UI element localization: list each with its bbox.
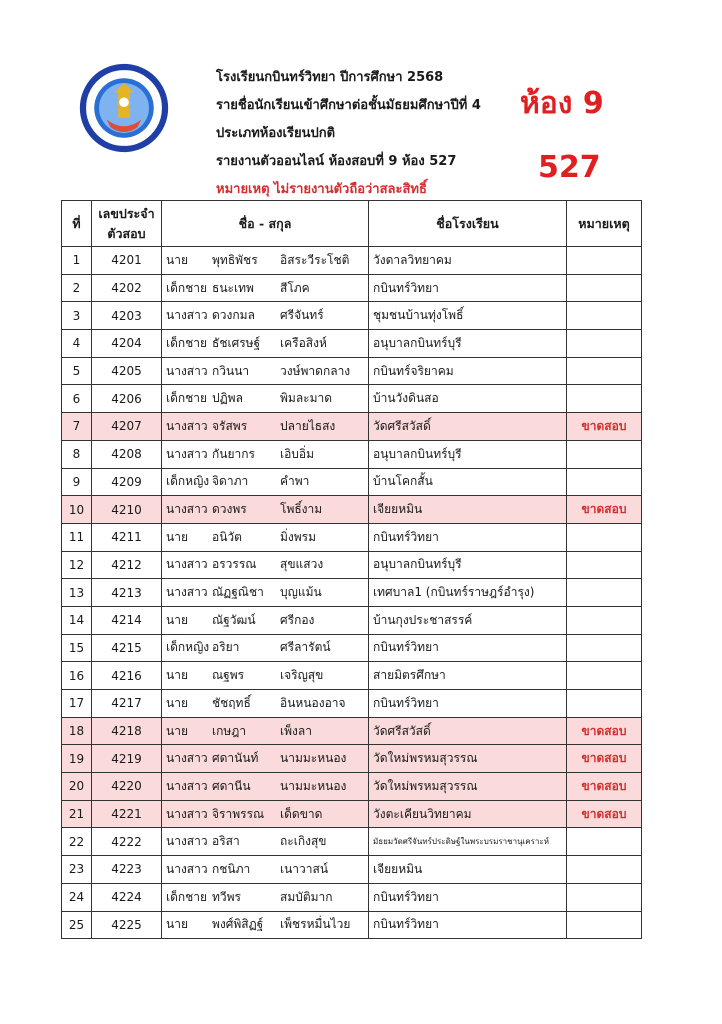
row-name [162, 828, 369, 856]
table-row [62, 302, 642, 330]
row-title: นาย [166, 668, 188, 683]
row-exam-id: 4225 [92, 911, 162, 939]
table-row [62, 523, 642, 551]
row-school: กบินทร์วิทยา [369, 274, 567, 302]
school-logo [76, 60, 172, 156]
table-row [62, 662, 642, 690]
row-exam-id: 4219 [92, 745, 162, 773]
row-no: 3 [62, 302, 92, 330]
row-no: 12 [62, 551, 92, 579]
row-name [162, 773, 369, 801]
row-last-name: บุญแม้น [280, 585, 322, 600]
row-remark: ขาดสอบ [567, 773, 642, 801]
row-no: 24 [62, 883, 92, 911]
row-remark [567, 579, 642, 607]
row-school: อนุบาลกบินทร์บุรี [369, 330, 567, 358]
table-row [62, 357, 642, 385]
row-exam-id: 4207 [92, 413, 162, 441]
row-exam-id: 4202 [92, 274, 162, 302]
row-no: 8 [62, 440, 92, 468]
row-last-name: ศรีจันทร์ [280, 308, 324, 323]
row-remark [567, 247, 642, 275]
row-school: วังตะเคียนวิทยาคม [369, 800, 567, 828]
row-name [162, 634, 369, 662]
table-row [62, 717, 642, 745]
row-first-name: กันยากร [212, 446, 255, 461]
row-first-name: พงศ์พิสิฏฐ์ [212, 917, 264, 932]
row-title: เด็กหญิง [166, 640, 210, 655]
row-exam-id: 4223 [92, 856, 162, 884]
table-row [62, 828, 642, 856]
row-no: 21 [62, 800, 92, 828]
row-exam-id: 4201 [92, 247, 162, 275]
row-title: นางสาว [166, 585, 208, 600]
row-last-name: ศรีกอง [280, 612, 315, 627]
row-school: กบินทร์วิทยา [369, 634, 567, 662]
row-last-name: สุขแสวง [280, 557, 324, 572]
row-last-name: ปลายไธสง [280, 418, 336, 433]
row-name [162, 690, 369, 718]
row-no: 16 [62, 662, 92, 690]
row-name [162, 717, 369, 745]
row-school: เจียยหมิน [369, 496, 567, 524]
row-exam-id: 4204 [92, 330, 162, 358]
table-row [62, 690, 642, 718]
row-remark [567, 274, 642, 302]
row-title: เด็กชาย [166, 391, 208, 406]
row-remark [567, 385, 642, 413]
row-exam-id: 4211 [92, 523, 162, 551]
row-no: 18 [62, 717, 92, 745]
row-first-name: เกษฎา [212, 723, 247, 738]
row-exam-id: 4209 [92, 468, 162, 496]
row-name [162, 856, 369, 884]
row-name [162, 440, 369, 468]
row-title: เด็กชาย [166, 280, 208, 295]
row-exam-id: 4205 [92, 357, 162, 385]
row-no: 17 [62, 690, 92, 718]
row-no: 10 [62, 496, 92, 524]
row-school: เจียยหมิน [369, 856, 567, 884]
row-last-name: เครือสิงห์ [280, 335, 327, 350]
row-no: 4 [62, 330, 92, 358]
table-row [62, 745, 642, 773]
row-no: 9 [62, 468, 92, 496]
row-remark [567, 883, 642, 911]
row-school: กบินทร์วิทยา [369, 911, 567, 939]
row-school: วัดใหม่พรหมสุวรรณ [369, 745, 567, 773]
header-no: ที่ [62, 201, 92, 247]
table-row [62, 773, 642, 801]
row-first-name: ณัฏฐณิชา [212, 585, 264, 600]
row-no: 13 [62, 579, 92, 607]
table-row [62, 247, 642, 275]
row-title: เด็กหญิง [166, 474, 210, 489]
row-name [162, 551, 369, 579]
row-last-name: มิ่งพรม [280, 529, 317, 544]
row-name [162, 662, 369, 690]
row-title: นางสาว [166, 751, 208, 766]
row-no: 11 [62, 523, 92, 551]
row-exam-id: 4218 [92, 717, 162, 745]
row-name [162, 523, 369, 551]
row-remark [567, 690, 642, 718]
table-row [62, 413, 642, 441]
row-school: วัดศรีสวัสดิ์ [369, 717, 567, 745]
row-title: นางสาว [166, 446, 208, 461]
row-last-name: เนาวาสน์ [280, 861, 329, 876]
table-row [62, 800, 642, 828]
row-school: อนุบาลกบินทร์บุรี [369, 440, 567, 468]
row-first-name: จรัสพร [212, 418, 248, 433]
row-title: นางสาว [166, 308, 208, 323]
row-title: นางสาว [166, 778, 208, 793]
row-school: วัดศรีสวัสดิ์ [369, 413, 567, 441]
row-no: 25 [62, 911, 92, 939]
row-name [162, 579, 369, 607]
row-name [162, 302, 369, 330]
row-remark: ขาดสอบ [567, 413, 642, 441]
row-remark: ขาดสอบ [567, 717, 642, 745]
table-row [62, 440, 642, 468]
row-no: 19 [62, 745, 92, 773]
row-title: นาย [166, 252, 188, 267]
table-row [62, 634, 642, 662]
row-school: กบินทร์จริยาคม [369, 357, 567, 385]
row-no: 15 [62, 634, 92, 662]
row-school: วังดาลวิทยาคม [369, 247, 567, 275]
row-first-name: จิดาภา [212, 474, 249, 489]
row-first-name: พุทธิพัชร [212, 252, 258, 267]
row-first-name: กชนิภา [212, 861, 251, 876]
row-first-name: ดวงพร [212, 502, 247, 517]
row-remark [567, 828, 642, 856]
row-first-name: อนิวัต [212, 529, 242, 544]
row-name [162, 413, 369, 441]
row-first-name: ชัชฤทธิ์ [212, 695, 251, 710]
row-remark [567, 606, 642, 634]
row-last-name: เอิบอิ่ม [280, 446, 315, 461]
row-title: นางสาว [166, 861, 208, 876]
row-first-name: ศดานีน [212, 778, 251, 793]
row-no: 6 [62, 385, 92, 413]
header-report-info: รายงานตัวออนไลน์ ห้องสอบที่ 9 ห้อง 527 [216, 154, 457, 169]
header-note: หมายเหตุ ไม่รายงานตัวถือว่าสละสิทธิ์ [216, 182, 427, 197]
row-last-name: อินหนองอาจ [280, 695, 346, 710]
row-exam-id: 4203 [92, 302, 162, 330]
row-exam-id: 4224 [92, 883, 162, 911]
header-name: ชื่อ - สกุล [162, 201, 369, 247]
table-row [62, 385, 642, 413]
row-remark [567, 330, 642, 358]
row-title: นาย [166, 695, 188, 710]
row-school: เทศบาล1 (กบินทร์ราษฎร์อำรุง) [369, 579, 567, 607]
row-school: กบินทร์วิทยา [369, 690, 567, 718]
room-label: ห้อง 9 [520, 86, 604, 121]
row-title: นาย [166, 612, 188, 627]
row-title: นาย [166, 723, 188, 738]
row-no: 23 [62, 856, 92, 884]
row-first-name: ธัชเศรษฐ์ [212, 335, 261, 350]
row-no: 14 [62, 606, 92, 634]
row-exam-id: 4210 [92, 496, 162, 524]
row-last-name: นามมะหนอง [280, 778, 347, 793]
row-name [162, 496, 369, 524]
row-no: 7 [62, 413, 92, 441]
header-school: ชื่อโรงเรียน [369, 201, 567, 247]
row-title: นางสาว [166, 557, 208, 572]
row-school: กบินทร์วิทยา [369, 883, 567, 911]
row-no: 20 [62, 773, 92, 801]
row-first-name: ดวงกมล [212, 308, 255, 323]
row-exam-id: 4217 [92, 690, 162, 718]
row-remark [567, 440, 642, 468]
table-row [62, 856, 642, 884]
row-last-name: ศรีลารัตน์ [280, 640, 331, 655]
room-number: 527 [538, 150, 601, 185]
row-first-name: ณัฐวัฒน์ [212, 612, 256, 627]
table-row [62, 274, 642, 302]
table-row [62, 496, 642, 524]
row-school: อนุบาลกบินทร์บุรี [369, 551, 567, 579]
row-remark: ขาดสอบ [567, 800, 642, 828]
row-school: ชุมชนบ้านทุ่งโพธิ์ [369, 302, 567, 330]
row-name [162, 247, 369, 275]
row-last-name: นามมะหนอง [280, 751, 347, 766]
table-row [62, 579, 642, 607]
row-first-name: ณฐพร [212, 668, 245, 683]
row-school: บ้านวังดินสอ [369, 385, 567, 413]
row-name [162, 274, 369, 302]
row-exam-id: 4216 [92, 662, 162, 690]
row-last-name: โพธิ์งาม [280, 502, 323, 517]
row-last-name: ถะเกิงสุข [280, 834, 327, 849]
table-row [62, 551, 642, 579]
row-no: 1 [62, 247, 92, 275]
row-title: เด็กชาย [166, 889, 208, 904]
row-exam-id: 4208 [92, 440, 162, 468]
header-exam-id: เลขประจำตัวสอบ [92, 201, 162, 247]
table-row [62, 468, 642, 496]
row-remark [567, 357, 642, 385]
row-school: กบินทร์วิทยา [369, 523, 567, 551]
row-remark [567, 911, 642, 939]
row-last-name: เด็ดขาด [280, 806, 323, 821]
row-name [162, 468, 369, 496]
student-table [61, 200, 642, 939]
row-name [162, 745, 369, 773]
row-last-name: เพ็งลา [280, 723, 312, 738]
row-school: บ้านโคกสั้น [369, 468, 567, 496]
row-remark [567, 523, 642, 551]
row-remark [567, 856, 642, 884]
row-exam-id: 4214 [92, 606, 162, 634]
row-remark [567, 662, 642, 690]
row-title: นาย [166, 917, 188, 932]
row-first-name: อริยา [212, 640, 240, 655]
row-name [162, 357, 369, 385]
table-row [62, 911, 642, 939]
row-exam-id: 4221 [92, 800, 162, 828]
row-first-name: ธนะเทพ [212, 280, 254, 295]
row-last-name: สมบัติมาก [280, 889, 333, 904]
row-remark [567, 468, 642, 496]
row-last-name: คำพา [280, 474, 310, 489]
row-school: วัดใหม่พรหมสุวรรณ [369, 773, 567, 801]
row-no: 5 [62, 357, 92, 385]
table-row [62, 883, 642, 911]
row-name [162, 330, 369, 358]
row-name [162, 385, 369, 413]
row-title: นางสาว [166, 806, 208, 821]
header-class-type: ประเภทห้องเรียนปกติ [216, 126, 336, 141]
row-exam-id: 4212 [92, 551, 162, 579]
row-name [162, 883, 369, 911]
row-first-name: ปฏิพล [212, 391, 243, 406]
row-name [162, 911, 369, 939]
header-list-title: รายชื่อนักเรียนเข้าศึกษาต่อชั้นมัธยมศึกษาปีที่ 4 [216, 98, 481, 113]
row-title: เด็กชาย [166, 335, 208, 350]
row-first-name: ทวีพร [212, 889, 242, 904]
row-exam-id: 4213 [92, 579, 162, 607]
table-row [62, 606, 642, 634]
header-school-year: โรงเรียนกบินทร์วิทยา ปีการศึกษา 2568 [216, 70, 444, 85]
row-last-name: เจริญสุข [280, 668, 324, 683]
row-first-name: จิราพรรณ [212, 806, 265, 821]
header-remark: หมายเหตุ [567, 201, 642, 247]
row-last-name: อิสระวีระโชติ [280, 252, 350, 267]
row-exam-id: 4206 [92, 385, 162, 413]
row-remark: ขาดสอบ [567, 745, 642, 773]
row-remark [567, 551, 642, 579]
row-name [162, 800, 369, 828]
row-title: นางสาว [166, 418, 208, 433]
row-name [162, 606, 369, 634]
row-school: บ้านกุงประชาสรรค์ [369, 606, 567, 634]
row-school: มัธยมวัดศรีจันทร์ประดิษฐ์ในพระบรมราชานุเคราะห์ [369, 828, 567, 856]
row-remark: ขาดสอบ [567, 496, 642, 524]
table-row [62, 330, 642, 358]
row-first-name: ศดานันท์ [212, 751, 259, 766]
row-no: 22 [62, 828, 92, 856]
row-title: นางสาว [166, 502, 208, 517]
row-remark [567, 634, 642, 662]
row-last-name: วงษ์พาดกลาง [280, 363, 351, 378]
row-title: นางสาว [166, 834, 208, 849]
row-exam-id: 4220 [92, 773, 162, 801]
row-last-name: เพ็ชรหมื่นไวย [280, 917, 351, 932]
row-no: 2 [62, 274, 92, 302]
row-first-name: กวินนา [212, 363, 250, 378]
row-school: สายมิตรศึกษา [369, 662, 567, 690]
row-exam-id: 4215 [92, 634, 162, 662]
row-remark [567, 302, 642, 330]
row-title: นาย [166, 529, 188, 544]
row-first-name: อรวรรณ [212, 557, 257, 572]
row-last-name: สีโภค [280, 280, 310, 295]
table-header-row [62, 201, 642, 247]
row-title: นางสาว [166, 363, 208, 378]
row-first-name: อริสา [212, 834, 240, 849]
row-last-name: พิมละมาด [280, 391, 333, 406]
row-exam-id: 4222 [92, 828, 162, 856]
